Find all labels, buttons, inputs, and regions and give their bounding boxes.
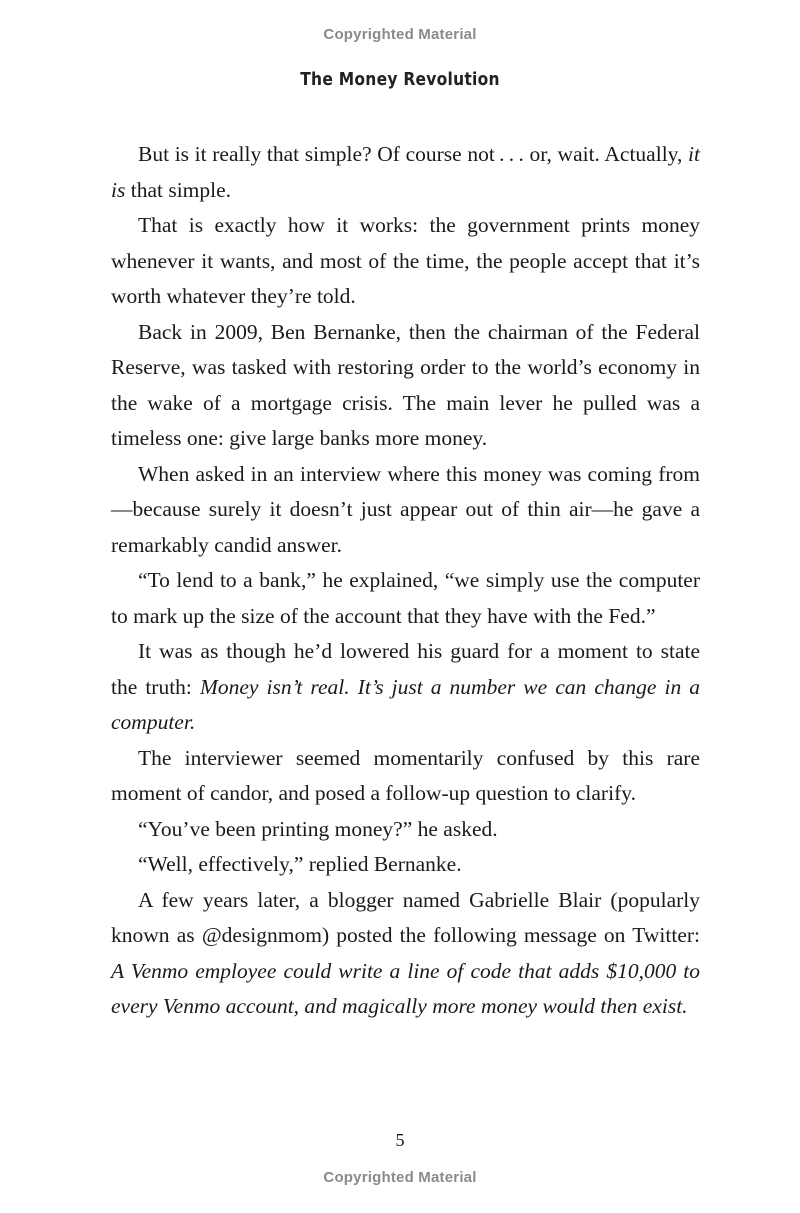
paragraph-7-text: The interviewer seemed momentarily confused by this rare moment of candor, and posed a follow-up question to clarify.	[111, 745, 700, 805]
page-number: 5	[395, 1130, 405, 1150]
paragraph-2	[111, 208, 700, 315]
running-head-title: The Money Revolution	[300, 69, 500, 90]
paragraph-2-text: That is exactly how it works: the government prints money whenever it wants, and most of the time, the people accept that it’s worth whatever they’re told.	[111, 213, 700, 308]
paragraph-1-emphasis: it is	[111, 142, 700, 202]
paragraph-10-emphasis: A Venmo employee could write a line of code that adds $10,000 to every Venmo account, and magically more money would then exist.	[111, 958, 700, 1018]
paragraph-1-tail: that simple.	[125, 177, 232, 202]
paragraph-1-text: But is it really that simple? Of course not . . . or, wait. Actually,	[138, 142, 689, 166]
paragraph-4	[111, 457, 700, 564]
paragraph-6-text: It was as though he’d lowered his guard for a moment to state the truth:	[111, 639, 700, 699]
paragraph-10-text: A few years later, a blogger named Gabrielle Blair (popularly known as @designmom) posted the following message on Twitter:	[111, 887, 700, 947]
copyright-watermark-bottom: Copyrighted Material	[323, 1169, 477, 1186]
paragraph-10	[111, 883, 700, 1025]
paragraph-8-text: “You’ve been printing money?” he asked.	[138, 816, 498, 841]
body-text	[111, 137, 700, 1025]
paragraph-6	[111, 634, 700, 741]
paragraph-5	[111, 563, 700, 634]
paragraph-9	[111, 847, 700, 883]
paragraph-3	[111, 315, 700, 457]
paragraph-4-text: When asked in an interview where this money was coming from—because surely it doesn’t just appear out of thin air—he gave a remarkably candid answer.	[111, 461, 700, 557]
paragraph-7	[111, 741, 700, 812]
paragraph-6-emphasis: Money isn’t real. It’s just a number we can change in a computer.	[111, 674, 700, 734]
paragraph-1	[111, 137, 700, 208]
paragraph-3-text: Back in 2009, Ben Bernanke, then the chairman of the Federal Reserve, was tasked with restoring order to the world’s economy in the wake of a mortgage crisis. The main lever he pulled was a timeless one: give large banks more money.	[111, 319, 700, 450]
copyright-watermark-top: Copyrighted Material	[323, 26, 477, 43]
paragraph-8	[111, 812, 700, 848]
paragraph-5-text: “To lend to a bank,” he explained, “we simply use the computer to mark up the size of the account that they have with the Fed.”	[111, 568, 700, 628]
paragraph-9-text: “Well, effectively,” replied Bernanke.	[138, 852, 462, 876]
